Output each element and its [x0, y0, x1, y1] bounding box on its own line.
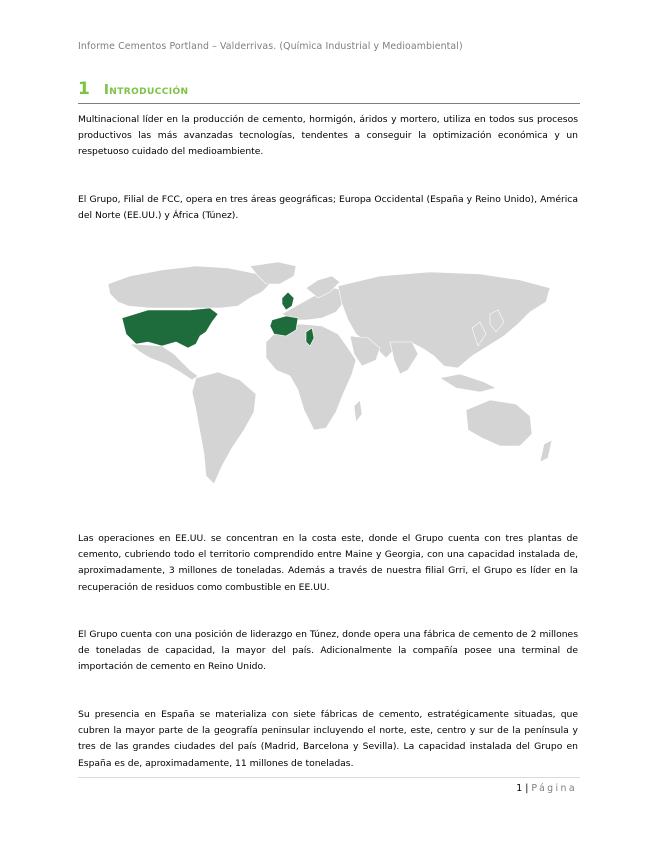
paragraph-usa: Las operaciones en EE.UU. se concentran en la costa este, donde el Grupo cuenta con tres plantas de cemento, cubriendo todo el territorio comprendido entre Maine y Georgia, con una capacidad instalada de, aproximadamente, 3 millones de toneladas. Además a través de nuestra filial Grri, el Grupo es líder en la recuperación de residuos como combustible en EE.UU.: [78, 533, 578, 593]
section-heading: [78, 79, 580, 99]
map-south-america: [192, 372, 256, 484]
map-united-kingdom: [282, 292, 294, 310]
footer-divider: [78, 777, 580, 778]
page-label: Página: [531, 783, 577, 794]
world-map: [100, 262, 560, 502]
section-title: Introducción: [103, 82, 189, 98]
section-number: 1: [78, 79, 90, 99]
map-north-america: [108, 266, 270, 308]
map-united-states: [122, 308, 218, 348]
map-australia: [466, 400, 532, 446]
paragraph-intro: Multinacional líder en la producción de cemento, hormigón, áridos y mortero, utiliza en todos sus procesos productivos las más avanzadas tecnologías, tendentes a conseguir la optimización económica y un respetuoso cuidado del medioambiente.: [78, 114, 578, 158]
page-footer: [516, 783, 577, 794]
map-central-america: [130, 344, 198, 380]
paragraph-spain: Su presencia en España se materializa con siete fábricas de cemento, estratégicamente situadas, que cubren la mayor parte de la geografía peninsular incluyendo el norte, este, centro y sur de la península y tres de las grandes ciudades del país (Madrid, Barcelona y Sevilla). La capacidad instalada del Grupo en España es de, aproximadamente, 11 millones de toneladas.: [78, 709, 578, 769]
paragraph-areas: El Grupo, Filial de FCC, opera en tres áreas geográficas; Europa Occidental (España y Reino Unido), América del Norte (EE.UU.) y África (Túnez).: [78, 194, 578, 222]
heading-divider: [78, 103, 580, 104]
page-number: 1: [516, 783, 523, 794]
document-header: Informe Cementos Portland – Valderrivas. (Química Industrial y Medioambiental): [78, 41, 463, 52]
paragraph-tunisia: El Grupo cuenta con una posición de liderazgo en Túnez, donde opera una fábrica de cemento de 2 millones de toneladas de capacidad, la mayor del país. Adicionalmente la compañía posee una terminal de importación de cemento en Reino Unido.: [78, 629, 578, 673]
footer-separator: |: [525, 783, 529, 794]
